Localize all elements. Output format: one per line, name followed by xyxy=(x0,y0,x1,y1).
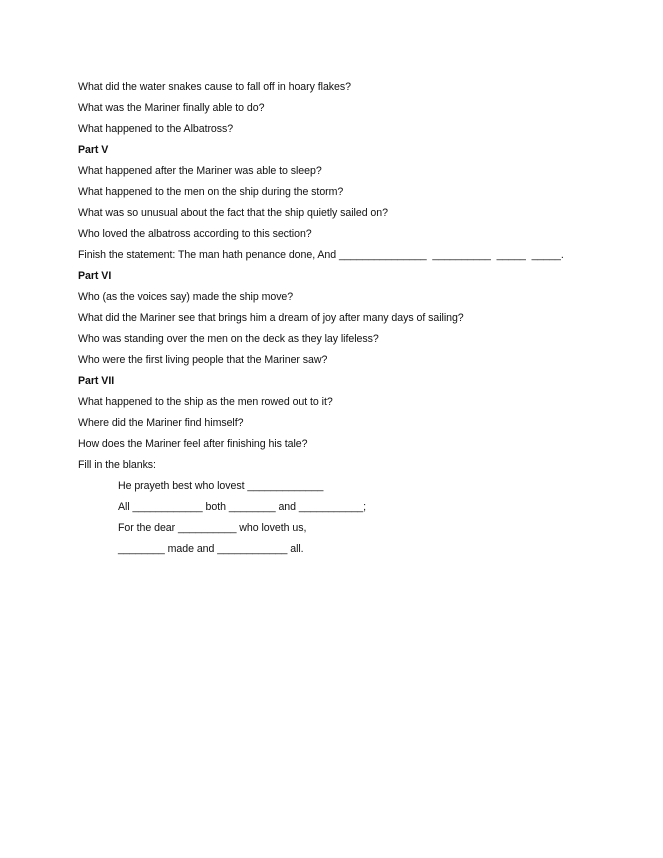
question-line: What happened after the Mariner was able to sleep? xyxy=(78,165,322,177)
poem-blank-line: All ____________ both ________ and ___________; xyxy=(118,501,367,513)
question-list xyxy=(78,77,638,560)
question-line: Who was standing over the men on the deck as they lay lifeless? xyxy=(78,333,379,345)
poem-blank-line: ________ made and ____________ all. xyxy=(118,543,304,555)
question-line: What happened to the ship as the men rowed out to it? xyxy=(78,396,333,408)
question-line: How does the Mariner feel after finishing his tale? xyxy=(78,438,308,450)
poem-blank-line: For the dear __________ who loveth us, xyxy=(118,522,307,534)
question-line: Fill in the blanks: xyxy=(78,459,156,471)
section-heading-part-v: Part V xyxy=(78,144,109,156)
poem-blank-line: He prayeth best who lovest _____________ xyxy=(118,480,324,492)
section-heading-part-vii: Part VII xyxy=(78,375,115,387)
question-line: Who were the first living people that the Mariner saw? xyxy=(78,354,328,366)
section-heading-part-vi: Part VI xyxy=(78,270,112,282)
question-line: Who (as the voices say) made the ship move? xyxy=(78,291,294,303)
question-line: What happened to the men on the ship during the storm? xyxy=(78,186,344,198)
question-line: Who loved the albatross according to this section? xyxy=(78,228,312,240)
question-line: What did the Mariner see that brings him a dream of joy after many days of sailing? xyxy=(78,312,464,324)
question-line: What was so unusual about the fact that the ship quietly sailed on? xyxy=(78,207,388,219)
question-line: Where did the Mariner find himself? xyxy=(78,417,244,429)
question-line: Finish the statement: The man hath penance done, And _______________ __________ _____ _____. xyxy=(78,249,564,261)
question-line: What did the water snakes cause to fall off in hoary flakes? xyxy=(78,81,351,93)
question-line: What happened to the Albatross? xyxy=(78,123,234,135)
question-line: What was the Mariner finally able to do? xyxy=(78,102,265,114)
